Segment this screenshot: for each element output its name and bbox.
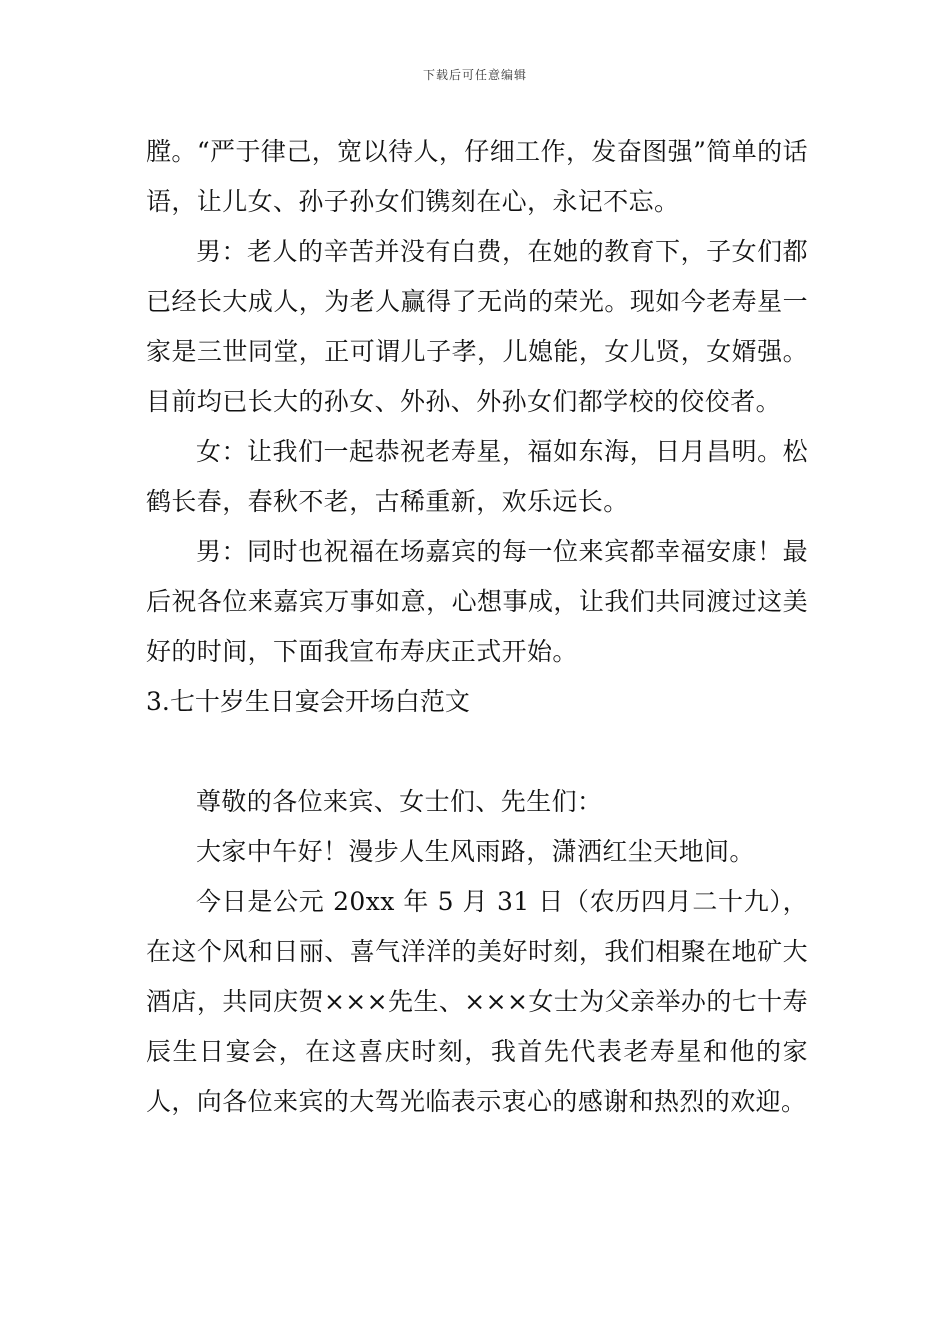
blank-line [146,727,808,777]
paragraph-opening: 大家中午好！漫步人生风雨路，潇洒红尘天地间。 [196,837,755,866]
document-body [146,127,808,1127]
paragraph-female-speech: 女：让我们一起恭祝老寿星，福如东海，日月昌明。松鹤长春，春秋不老，古稀重新，欢乐远长。 [146,437,808,516]
page-header-note: 下载后可任意编辑 [422,68,527,82]
paragraph-male-speech-1: 男：老人的辛苦并没有白费，在她的教育下，子女们都已经长大成人，为老人赢得了无尚的荣光。现如今老寿星一家是三世同堂，正可谓儿子孝，儿媳能，女儿贤，女婿强。目前均已长大的孙女、外孙、外孙女们都学校的佼佼者。 [146,237,808,416]
paragraph-male-speech-2: 男：同时也祝福在场嘉宾的每一位来宾都幸福安康！最后祝各位来嘉宾万事如意，心想事成，让我们共同渡过这美好的时间，下面我宣布寿庆正式开始。 [146,537,808,666]
paragraph-continuation: 膛。“严于律己，宽以待人，仔细工作，发奋图强”简单的话语，让儿女、孙子孙女们镌刻在心，永记不忘。 [146,137,808,216]
section-title: 3.七十岁生日宴会开场白范文 [146,687,470,716]
paragraph-greeting: 尊敬的各位来宾、女士们、先生们： [196,787,603,816]
paragraph-date-occasion: 今日是公元 20xx 年 5 月 31 日（农历四月二十九），在这个风和日丽、喜气洋洋的美好时刻，我们相聚在地矿大酒店，共同庆贺×××先生、×××女士为父亲举办的七十寿辰生日宴会，在这喜庆时刻，我首先代表老寿星和他的家人，向各位来宾的大驾光临表示衷心的感谢和热烈的欢迎。 [146,887,808,1116]
